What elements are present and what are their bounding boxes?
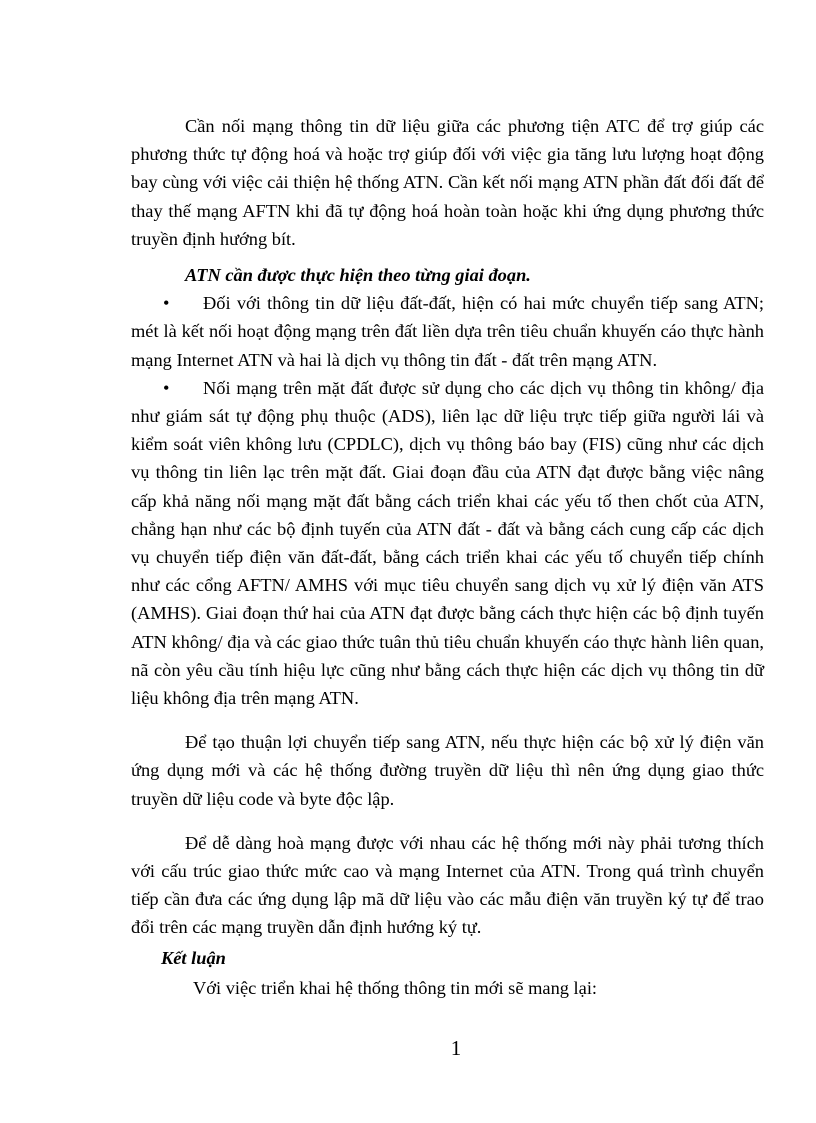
bullet-item xyxy=(131,374,764,712)
page-number: 1 xyxy=(450,1036,462,1060)
bullet-icon: • xyxy=(163,293,170,314)
paragraph-transition: Để tạo thuận lợi chuyển tiếp sang ATN, nếu thực hiện các bộ xử lý điện văn ứng dụng mới và các hệ thống đường truyền dữ liệu thì nên ứng dụng giao thức truyền dữ liệu code và byte độc lập. xyxy=(131,732,764,809)
bullet-icon: • xyxy=(163,377,170,398)
conclusion-text: Với việc triển khai hệ thống thông tin mới sẽ mang lại: xyxy=(193,977,598,998)
intro-paragraph: Cần nối mạng thông tin dữ liệu giữa các phương tiện ATC để trợ giúp các phương thức tự động hoá và hoặc trợ giúp đối với việc gia tăng lưu lượng hoạt động bay cùng với việc cải thiện hệ thống ATN. Cần kết nối mạng ATN phần đất đối đất để thay thế mạng AFTN khi đã tự động hoá hoàn toàn hoặc khi ứng dụng phương thức truyền định hướng bít. xyxy=(131,116,764,249)
bullet-item xyxy=(131,289,764,374)
document-body xyxy=(131,112,764,1002)
conclusion-heading: Kết luận xyxy=(161,947,226,968)
bullet-text: Đối với thông tin dữ liệu đất-đất, hiện có hai mức chuyển tiếp sang ATN; mét là kết nối hoạt động mạng trên đất liền dựa trên tiêu chuẩn khuyến cáo thực hành mạng Internet ATN và hai là dịch vụ thông tin đất - đất trên mạng ATN. xyxy=(131,293,764,370)
paragraph-compatibility: Để dễ dàng hoà mạng được với nhau các hệ thống mới này phải tương thích với cấu trúc giao thức mức cao và mạng Internet của ATN. Trong quá trình chuyển tiếp cần đưa các ứng dụng lập mã dữ liệu vào các mẫu điện văn truyền ký tự để trao đổi trên các mạng truyền dẫn định hướng ký tự. xyxy=(131,832,764,938)
bullet-text: Nối mạng trên mặt đất được sử dụng cho các dịch vụ thông tin không/ địa như giám sát tự động phụ thuộc (ADS), liên lạc dữ liệu trực tiếp giữa người lái và kiểm soát viên không lưu (CPDLC), dịch vụ thông báo bay (FIS) cũng như các dịch vụ thông tin liên lạc trên mặt đất. Giai đoạn đầu của ATN đạt được bằng việc nâng cấp khả năng nối mạng mặt đất bằng cách triển khai các yếu tố then chốt của ATN, chẳng hạn như các bộ định tuyến của ATN đất - đất và bằng cách cung cấp các dịch vụ chuyển tiếp điện văn đất-đất, bằng cách triển khai các yếu tố chuyển tiếp chính như các cổng AFTN/ AMHS với mục tiêu chuyển sang dịch vụ xử lý điện văn ATS (AMHS). Giai đoạn thứ hai của ATN đạt được bằng cách thực hiện các bộ định tuyến ATN không/ địa và các giao thức tuân thủ tiêu chuẩn khuyến cáo thực hành liên quan, nã còn yêu cầu tính hiệu lực cũng như bằng cách thực hiện các dịch vụ thông tin dữ liệu không địa trên mạng ATN. xyxy=(131,377,764,709)
section-heading: ATN cần được thực hiện theo từng giai đoạn. xyxy=(185,265,531,286)
